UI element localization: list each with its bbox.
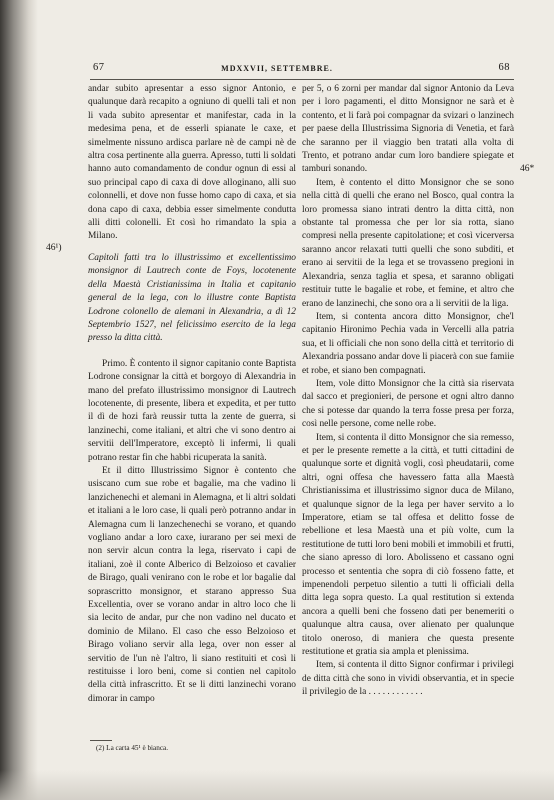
paragraph: per 5, o 6 zorni per mandar dal signor Antonio da Leva per i loro pagamenti, el ditto Monsignor ne sarà et è contento, et li farà poi compagnar da svizari o lanzinech per paese della Illustrissima Signoria di Venetia, et farà che saranno per il viaggio ben tratati alla volta di Trento, et potrano andar cum loro bandiere spiegate et tamburi sonando. xyxy=(302,84,514,175)
document-heading: Capitoli fatti tra lo illustrissimo et excellentissimo monsignor di Lautrech conte de Foys, locotenente della Maestà Cristianissima in Italia et capitanio general de la lega, con lo illustre conte Baptista Lodrone colonello de alemani in Alexandria, a dì 12 Septembrio 1527, nel felicissimo esercito de la lega presso la ditta città. xyxy=(88,252,296,344)
header-rule xyxy=(90,79,514,80)
footnote-rule xyxy=(90,740,112,741)
paragraph: Item, si contenta ancora ditto Monsignor, che'l capitanio Hironimo Pechia vada in Vercelli alla patria sua, et li officiali che non sono della città et territorio di Alexandria possano andar dove li piacerà con sue famiie et robe, et siano ben compagnati. xyxy=(302,311,514,376)
paragraph: Item, vole ditto Monsignor che la città sia riservata dal sacco et pregionieri, de persone et ogni altro danno che si potesse dar quando la terra fosse presa per forza, così nelle persone, come nelle robe. xyxy=(302,378,514,430)
page-number-right: 68 xyxy=(498,62,510,73)
margin-note-right: 46* xyxy=(520,164,535,174)
left-column xyxy=(88,83,296,706)
binding-shadow xyxy=(0,0,38,800)
paragraph: Primo. È contento il signor capitanio conte Baptista Lodrone consignar la città et borgoyo di Alexandria in mano del prefato illustrissimo monsignor di Lautrech locotenente, di presente, libera et expedita, et per tutto il dì de hozi farà reussir tutta la zente de guerra, si lanzinechi, come italiani, et altri che vi sono dentro ai servitii dell'Imperatore, exceptò li infermi, li quali potrano restar fin che habbi ricuperata la sanità. xyxy=(88,358,296,463)
paragraph: Item, è contento el ditto Monsignor che se sono nella città di quelli che erano nel Bosco, qual contra la loro promessa siano intrati dentro la ditta città, non obstante tal promessa che per lor sia rotta, siano compresi nella presente capitolatione; et così vicerversa saranno ancor relaxati tutti quelli che sono subditi, et erano ai servitii de la lega et se trovasseno pregioni in Alexandria, senza taglia et spesa, et saranno obligati restituir tutte le bagalie et robe, et femine, et altro che erano de lanzinechi, che sono ora a li servitii de la liga. xyxy=(302,177,514,309)
paragraph: Item, si contenta il ditto Monsignor che sia remesso, et per le presente remette a la città, et tutti cittadini de qualunque sorte et dignità vogli, così pheudatarii, come altri, ogni offesa che havessero fatta alla Maestà Christianissima et illustrissimo signor duca de Milano, et qualunque signor de la lega per haver servito a lo Imperatore, etiam se tal offesa et delitto fosse de rebellione et lesa Maestà una et più volte, cum la restitutione de tutti loro beni mobili et immobili et frutti, che siano apresso di loro. Abolisseno et cassano ogni processo et sententia che sopra di ciò fosseno fatte, et impenendoli perpetuo silentio a tutti li officiali della ditta lega sopra questo. La qual restitution si extenda ancora a quelli beni che fosseno dati per benemeriti o qualunque altra causa, over alienato per qualunque titolo oneroso, di maniera che questa presente restitutione et gratia sia ampla et plenissima. xyxy=(302,432,514,658)
footnote: (2) La carta 45¹ è bianca. xyxy=(96,744,168,752)
right-column xyxy=(302,83,514,700)
paragraph: andar subito apresentar a esso signor Antonio, e qualunque darà recapito a ogniuno di quelli tali et non li vada subito apresentar et manifestar, cada in la medesima pena, et de esserli spianate le caxe, et simelmente nissuno ardisca parlare nè de campi nè de altra cosa pertinente alla guerra. Apresso, tutti li soldati hanno auto comandamento de condur ognun di essi al suo principal capo di caxa di dove alloginano, alli suo colonnelli, et dove non fusse homo capo di caxa, et sia dona capo di caxa, debbia esser simelmente condutta alli ditti colonelli. Et così ho rimandato la spia a Milano. xyxy=(88,84,296,242)
margin-note-left: 46¹) xyxy=(46,243,62,253)
paragraph: Et il ditto Illustrissimo Signor è contento che usiscano cum sue robe et bagalie, ma che vadino li lanzichenechi et alemani in Alemagna, et li altri soldati et italiani a le loro case, li quali però potranno andar in Alemagna cum li lanzechenechi se vorano, et quando vogliano andar a loro caxe, iurarano per sei mexi de non servir alcun contra la lega, riservato i capi de italiani, zoè il conte Alberico di Belzoioso et cavalier de Birago, quali venirano con le robe et lor bagalie dal soprascritto monsignor, et starano appresso Sua Excellentia, over se vorano andar in altro loco che li sia lecito de andar, pur che non vadino nel ducato et dominio de Milano. El caso che esso Belzoioso et Birago voliano servir alla lega, over non esser al servitio de l'un nè l'altro, li siano restituiti et così li restituisse i loro beni, come si contien nel capitolo della città infrascritto. Et se li ditti lanzinechi vorano dimorar in campo xyxy=(88,465,296,704)
page-bottom-shadow xyxy=(0,770,554,800)
paragraph: Item, si contenta il ditto Signor confirmar i privilegi de ditta città che sono in vividi observantia, et in specie il privilegio de la . . . . . . . . . . . . xyxy=(302,660,514,698)
page-number-left: 67 xyxy=(93,62,105,73)
running-title: MDXXVII, SETTEMBRE. xyxy=(221,64,333,73)
